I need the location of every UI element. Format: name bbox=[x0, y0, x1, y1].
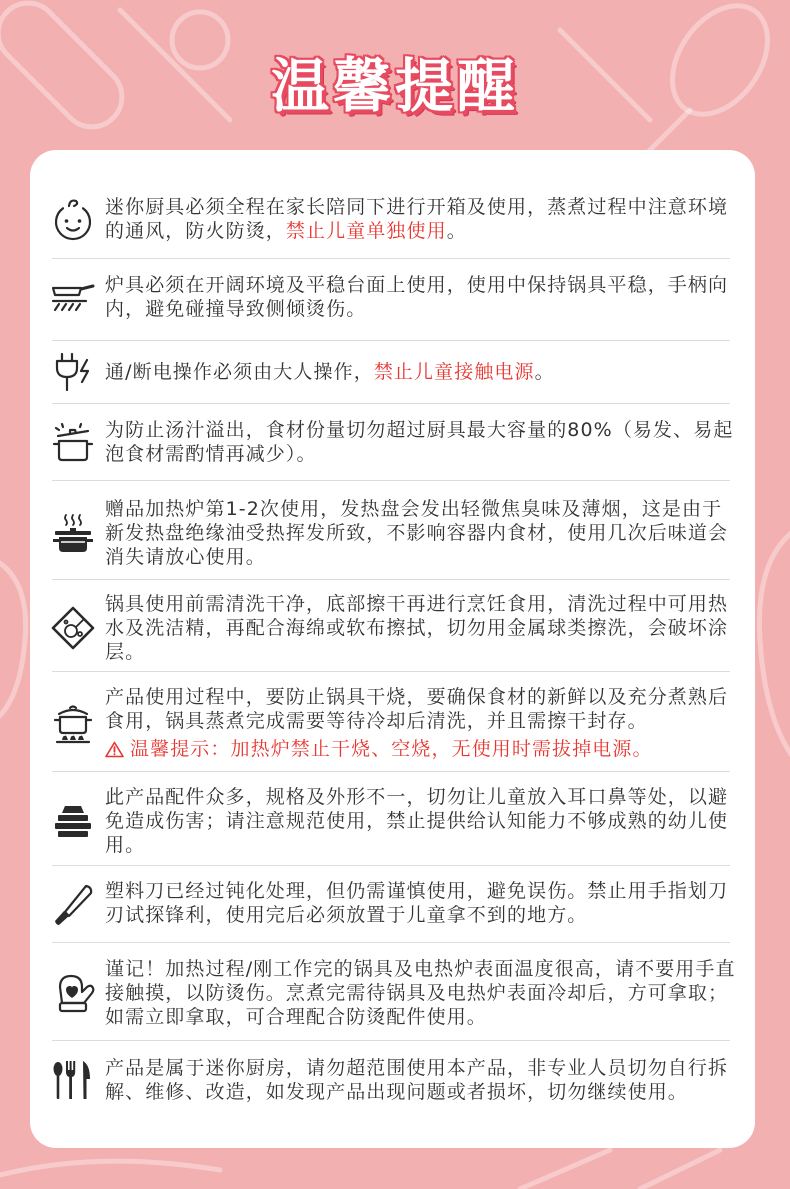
notice-text: 谨记！加热过程/刚工作完的锅具及电热炉表面温度很高，请不要用手直 接触摸，以防烫伤。烹煮完需待锅具及电热炉表面冷却后，方可拿取； 如需立即拿取，可合理配合防烫配件使用。 bbox=[105, 958, 736, 1028]
notice-text-main: 通/断电操作必须由大人操作， bbox=[105, 361, 374, 383]
notice-text: 锅具使用前需清洗干净，底部擦干再进行烹饪食用，清洗过程中可用热 水及洗洁精，再配合海绵或软布擦拭，切勿用金属球类擦洗，会破坏涂 层。 bbox=[105, 593, 729, 663]
frying-pan-icon bbox=[50, 274, 96, 320]
notice-text: 此产品配件众多，规格及外形不一，切勿让儿童放入耳口鼻等处，以避 免造成伤害；请注意规范使用，禁止提供给认知能力不够成熟的幼儿使 用。 bbox=[105, 786, 729, 856]
notice-text-end: 。 bbox=[534, 361, 555, 383]
notice-item bbox=[50, 349, 740, 395]
notice-text-end: 。 bbox=[446, 220, 467, 242]
notice-body bbox=[105, 592, 728, 664]
notice-text: 产品是属于迷你厨房，请勿超范围使用本产品，非专业人员切勿自行拆 解、维修、改造，如发现产品出现问题或者损坏，切勿继续使用。 bbox=[105, 1057, 729, 1103]
notice-item bbox=[50, 879, 740, 927]
notice-text: 为防止汤汁溢出，食材份量切勿超过厨具最大容量的80%（易发、易起 泡食材需酌情再减少）。 bbox=[105, 419, 734, 465]
notice-text: 炉具必须在开阔环境及平稳台面上使用，使用中保持锅具平稳，手柄向 内，避免碰撞导致侧倾烫伤。 bbox=[105, 274, 729, 320]
warning-icon bbox=[105, 741, 124, 758]
notice-highlight: 禁止儿童单独使用 bbox=[285, 220, 447, 242]
notice-body bbox=[105, 879, 728, 927]
notice-item bbox=[50, 497, 740, 569]
notice-text bbox=[105, 360, 555, 384]
divider bbox=[52, 865, 730, 866]
warning-note bbox=[105, 737, 728, 761]
notice-item bbox=[50, 195, 740, 243]
notice-body bbox=[105, 785, 728, 857]
notice-text: 赠品加热炉第1-2次使用，发热盘会发出轻微焦臭味及薄烟，这是由于 新发热盘绝缘油受热挥发所致，不影响容器内食材，使用几次后味道会 消失请放心使用。 bbox=[105, 498, 729, 568]
divider bbox=[52, 579, 730, 580]
notice-body bbox=[105, 360, 555, 384]
pot-on-stove-icon bbox=[50, 700, 96, 746]
divider bbox=[52, 258, 730, 259]
stacked-dishes-icon bbox=[50, 798, 96, 844]
knife-icon bbox=[50, 880, 96, 926]
divider bbox=[52, 480, 730, 481]
notice-body bbox=[105, 685, 728, 761]
oven-mitt-icon bbox=[50, 970, 96, 1016]
notice-body bbox=[105, 273, 728, 321]
page-title: 温馨提醒 bbox=[270, 52, 519, 120]
baby-face-icon bbox=[50, 196, 96, 242]
notice-text: 产品使用过程中，要防止锅具干烧，要确保食材的新鲜以及充分煮熟后 食用，锅具蒸煮完成需要等待冷却后清洗，并且需擦干封存。 bbox=[105, 686, 729, 732]
divider bbox=[52, 340, 730, 341]
notice-item bbox=[50, 273, 740, 321]
cleaning-sponge-icon bbox=[50, 605, 96, 651]
notice-body bbox=[105, 497, 728, 569]
notice-card bbox=[30, 150, 755, 1148]
utensils-icon bbox=[50, 1057, 96, 1103]
notice-text-main: 迷你厨具必须全程在家长陪同下进行开箱及使用，蒸煮过程中注意环境 的通风，防火防烫， bbox=[105, 196, 729, 242]
divider bbox=[52, 942, 730, 943]
warning-text: 温馨提示：加热炉禁止干烧、空烧，无使用时需拔掉电源。 bbox=[130, 738, 653, 760]
divider bbox=[52, 771, 730, 772]
notice-body bbox=[105, 195, 728, 243]
plug-icon bbox=[50, 349, 96, 395]
notice-body bbox=[105, 957, 736, 1029]
notice-text: 塑料刀已经过钝化处理，但仍需谨慎使用，避免误伤。禁止用手指划刀 刃试探锋利，使用完后必须放置于儿童拿不到的地方。 bbox=[105, 880, 729, 926]
steaming-pot-icon bbox=[50, 510, 96, 556]
divider bbox=[52, 403, 730, 404]
notice-body bbox=[105, 1056, 728, 1104]
notice-highlight: 禁止儿童接触电源 bbox=[373, 361, 535, 383]
pot-lid-icon bbox=[50, 419, 96, 465]
notice-item bbox=[50, 785, 740, 857]
divider bbox=[52, 1040, 730, 1041]
notice-text bbox=[105, 195, 728, 243]
notice-item bbox=[50, 685, 740, 761]
notice-item bbox=[50, 957, 740, 1029]
notice-body bbox=[105, 418, 733, 466]
notice-item bbox=[50, 1056, 740, 1104]
notice-item bbox=[50, 592, 740, 664]
notice-item bbox=[50, 418, 740, 466]
divider bbox=[52, 671, 730, 672]
